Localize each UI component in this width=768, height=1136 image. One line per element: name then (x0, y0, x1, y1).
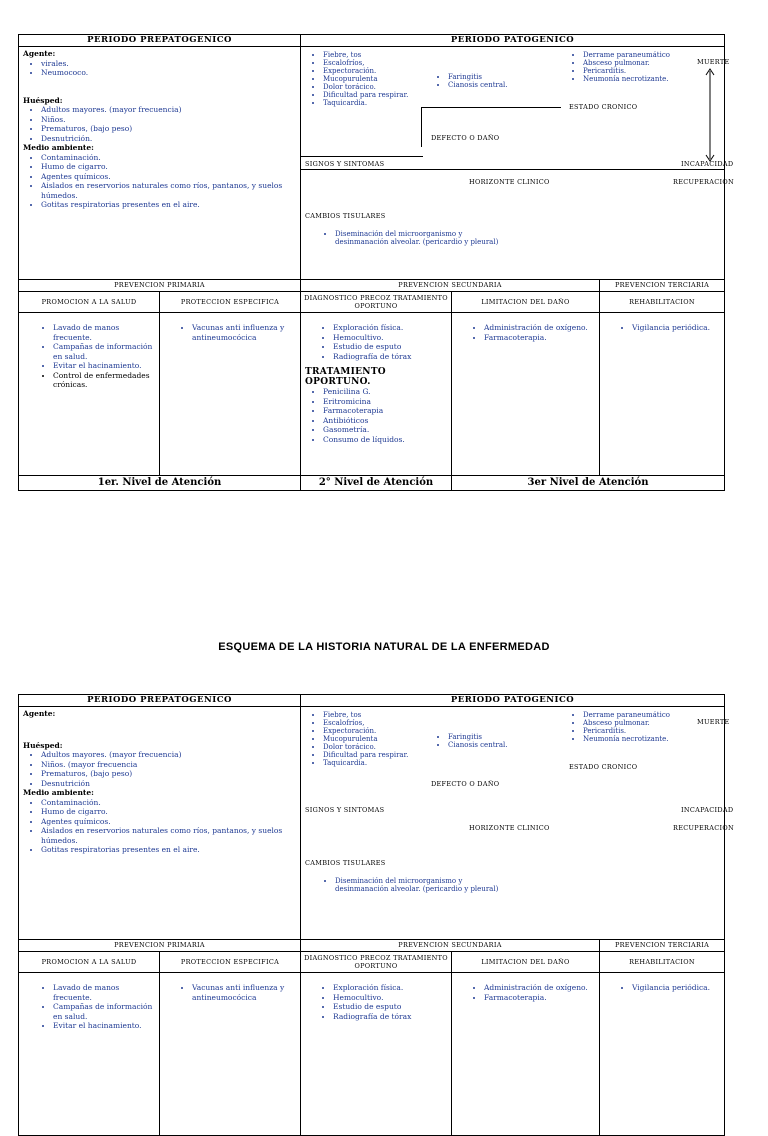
promocion-header: PROMOCION A LA SALUD (19, 292, 160, 313)
list-item: • Faringitis (448, 733, 568, 741)
proteccion-list (164, 323, 296, 342)
list-item: • Escalofríos, (323, 59, 433, 67)
list-item: • Adultos mayores. (mayor frecuencia) (41, 750, 296, 760)
nivel-1: 1er. Nivel de Atención (19, 476, 301, 491)
promocion-list (23, 983, 155, 1031)
estado-cronico-label: ESTADO CRONICO (569, 103, 638, 111)
sintomas-list-b (426, 733, 568, 749)
list-item: • Radiografía de tórax (333, 352, 447, 362)
list-item: • Faringitis (448, 73, 568, 81)
diagnostico-header: DIAGNOSTICO PRECOZ TRATAMIENTO OPORTUNO (301, 952, 452, 973)
hne-grid-1 (18, 34, 734, 491)
proteccion-list (164, 983, 296, 1002)
sintomas-list-c (561, 711, 723, 743)
list-item: • Agentes químicos. (41, 817, 296, 827)
prepatogenico-cell (19, 707, 301, 940)
diseminacion-list (313, 230, 505, 246)
list-item: • Antibióticos (323, 416, 447, 426)
patogenico-diagram (301, 47, 734, 275)
list-item: • Administración de oxígeno. (484, 323, 595, 333)
list-item: • Dolor torácico. (323, 743, 433, 751)
signos-label: SIGNOS Y SINTOMAS (305, 806, 385, 814)
rehabilitacion-list (604, 323, 720, 333)
list-item: • Dificultad para respirar. (323, 91, 433, 99)
page-title: ESQUEMA DE LA HISTORIA NATURAL DE LA ENFERMEDAD (218, 641, 550, 653)
proteccion-header: PROTECCION ESPECIFICA (160, 952, 301, 973)
list-item: • Vigilancia periódica. (632, 323, 720, 333)
list-item: • Diseminación del microorganismo y desinmanación alveolar. (pericardio y pleural) (335, 877, 505, 893)
huesped-label: Huésped: (23, 740, 63, 750)
patogenico-diagram (301, 707, 734, 935)
recuperacion-label: RECUPERACION (673, 178, 734, 186)
sintomas-list-b (426, 73, 568, 89)
list-item: • Agentes químicos. (41, 172, 296, 182)
list-item: • Hemocultivo. (333, 333, 447, 343)
rehabilitacion-header: REHABILITACION (600, 292, 725, 313)
list-item: • Neumonía necrotizante. (583, 735, 723, 743)
list-item: • Vigilancia periódica. (632, 983, 720, 993)
list-item: • Campañas de información en salud. (53, 342, 155, 361)
diagnostico-header: DIAGNOSTICO PRECOZ TRATAMIENTO OPORTUNO (301, 292, 452, 313)
diagnostico-cell (301, 313, 452, 476)
incapacidad-label: INCAPACIDAD (681, 806, 734, 814)
huesped-list (23, 105, 296, 143)
list-item: • Mucopurulenta (323, 75, 433, 83)
defecto-label: DEFECTO O DAÑO (431, 134, 500, 142)
defecto-label: DEFECTO O DAÑO (431, 780, 500, 788)
list-item: • Humo de cigarro. (41, 807, 296, 817)
patogenico-cell (301, 707, 734, 940)
list-item: • Radiografía de tórax (333, 1012, 447, 1022)
promocion-header: PROMOCION A LA SALUD (19, 952, 160, 973)
limitacion-header: LIMITACION DEL DAÑO (452, 292, 600, 313)
promocion-list (23, 323, 155, 390)
horizonte-label: HORIZONTE CLINICO (469, 178, 550, 186)
list-item: • Mucopurulenta (323, 735, 433, 743)
medio-list (23, 153, 296, 210)
list-item: • Desnutrición. (41, 134, 296, 144)
header-prepatogenico: PERIODO PREPATOGENICO (19, 35, 301, 47)
rehabilitacion-cell (600, 313, 725, 476)
limitacion-cell (452, 973, 600, 1136)
huesped-list (23, 750, 296, 788)
hne-grid-2 (18, 694, 734, 1136)
rehabilitacion-header: REHABILITACION (600, 952, 725, 973)
medio-label: Medio ambiente: (23, 788, 94, 797)
limitacion-list (456, 323, 595, 342)
list-item: • Absceso pulmonar. (583, 719, 723, 727)
list-item: • Niños. (mayor frecuencia (41, 760, 296, 770)
list-item: • Evitar el hacinamiento. (53, 361, 155, 371)
list-item: • Diseminación del microorganismo y desinmanación alveolar. (pericardio y pleural) (335, 230, 505, 246)
list-item: • Fiebre, tos (323, 711, 433, 719)
list-item: • Prematuros, (bajo peso) (41, 769, 296, 779)
sintomas-list-a (301, 51, 433, 107)
prev-terciaria-header: PREVENCION TERCIARIA (600, 280, 725, 292)
list-item: • Aislados en reservorios naturales como ríos, pantanos, y suelos húmedos. (41, 826, 296, 845)
list-item: • Pericarditis. (583, 727, 723, 735)
limitacion-cell (452, 313, 600, 476)
list-item: • Taquicardia. (323, 759, 433, 767)
sintomas-list-c (561, 51, 723, 83)
signos-label: SIGNOS Y SINTOMAS (305, 160, 385, 168)
list-item: • Evitar el hacinamiento. (53, 1021, 155, 1031)
baseline-line (301, 149, 423, 157)
list-item: • Hemocultivo. (333, 993, 447, 1003)
header-prepatogenico: PERIODO PREPATOGENICO (19, 695, 301, 707)
diagnostico-list (305, 983, 447, 1021)
list-item: • Campañas de información en salud. (53, 1002, 155, 1021)
diagnostico-list (305, 323, 447, 361)
list-item: • Estudio de esputo (333, 1002, 447, 1012)
list-item: • Neumococo. (41, 68, 296, 78)
list-item: • Absceso pulmonar. (583, 59, 723, 67)
cambios-label: CAMBIOS TISULARES (305, 212, 386, 220)
incapacidad-label: INCAPACIDAD (681, 160, 734, 168)
promocion-cell (19, 313, 160, 476)
list-item: • Derrame paraneumático (583, 51, 723, 59)
rehabilitacion-list (604, 983, 720, 993)
list-item: • Contaminación. (41, 153, 296, 163)
list-item: • Farmacoterapia. (484, 993, 595, 1003)
header-patogenico: PERIODO PATOGENICO (301, 35, 725, 47)
list-item: • Vacunas anti influenza y antineumocócica (192, 983, 296, 1002)
list-item: • Lavado de manos frecuente. (53, 323, 155, 342)
list-item: • Pericarditis. (583, 67, 723, 75)
list-item: • Farmacoterapia. (484, 333, 595, 343)
diagnostico-cell (301, 973, 452, 1136)
prepatogenico-cell (19, 47, 301, 280)
list-item: • Niños. (41, 115, 296, 125)
list-item: • Cianosis central. (448, 81, 568, 89)
prev-terciaria-header: PREVENCION TERCIARIA (600, 940, 725, 952)
list-item: • Aislados en reservorios naturales como ríos, pantanos, y suelos húmedos. (41, 181, 296, 200)
sintomas-list-a (301, 711, 433, 767)
list-item: • Gasometría. (323, 425, 447, 435)
list-item: • Gotitas respiratorias presentes en el aire. (41, 845, 296, 855)
list-item: • Farmacoterapia (323, 406, 447, 416)
list-item: • Prematuros, (bajo peso) (41, 124, 296, 134)
list-item: • Gotitas respiratorias presentes en el aire. (41, 200, 296, 210)
hne-table-2 (18, 694, 734, 1030)
list-item: • Cianosis central. (448, 741, 568, 749)
prev-primaria-header: PREVENCION PRIMARIA (19, 940, 301, 952)
recuperacion-label: RECUPERACION (673, 824, 734, 832)
list-item: • Escalofríos, (323, 719, 433, 727)
list-item: • Contaminación. (41, 798, 296, 808)
agente-label: Agente: (23, 709, 56, 718)
prev-secundaria-header: PREVENCION SECUNDARIA (301, 280, 600, 292)
medio-list (23, 798, 296, 855)
list-item: • Estudio de esputo (333, 342, 447, 352)
limitacion-list (456, 983, 595, 1002)
list-item: • Lavado de manos frecuente. (53, 983, 155, 1002)
list-item: • Humo de cigarro. (41, 162, 296, 172)
list-item: • Vacunas anti influenza y antineumocócica (192, 323, 296, 342)
list-item: • Penicilina G. (323, 387, 447, 397)
agente-label: Agente: (23, 49, 56, 58)
proteccion-cell (160, 313, 301, 476)
hne-table-1 (18, 34, 734, 491)
huesped-label: Huésped: (23, 95, 63, 105)
list-item: • Expectoración. (323, 727, 433, 735)
agente-list (23, 59, 296, 78)
list-item: • Exploración física. (333, 323, 447, 333)
nivel-2: 2° Nivel de Atención (301, 476, 452, 491)
muerte-label: MUERTE (697, 58, 730, 66)
proteccion-header: PROTECCION ESPECIFICA (160, 292, 301, 313)
cambios-label: CAMBIOS TISULARES (305, 859, 386, 867)
list-item: • Neumonía necrotizante. (583, 75, 723, 83)
promocion-cell (19, 973, 160, 1136)
list-item: • Adultos mayores. (mayor frecuencia) (41, 105, 296, 115)
prev-primaria-header: PREVENCION PRIMARIA (19, 280, 301, 292)
list-item: • Consumo de líquidos. (323, 435, 447, 445)
estado-cronico-label: ESTADO CRONICO (569, 763, 638, 771)
horizon-line (301, 168, 724, 172)
list-item: • Taquicardia. (323, 99, 433, 107)
diseminacion-list (313, 877, 505, 893)
proteccion-cell (160, 973, 301, 1136)
limitacion-header: LIMITACION DEL DAÑO (452, 952, 600, 973)
muerte-label: MUERTE (697, 718, 730, 726)
patogenico-cell (301, 47, 734, 280)
horizonte-label: HORIZONTE CLINICO (469, 824, 550, 832)
list-item: • Administración de oxígeno. (484, 983, 595, 993)
nivel-3: 3er Nivel de Atención (452, 476, 725, 491)
vertical-arrow-icon (703, 67, 717, 163)
list-item: • Dificultad para respirar. (323, 751, 433, 759)
header-patogenico: PERIODO PATOGENICO (301, 695, 725, 707)
list-item: • Fiebre, tos (323, 51, 433, 59)
list-item: • Dolor torácico. (323, 83, 433, 91)
tratamiento-list (305, 387, 447, 444)
rehabilitacion-cell (600, 973, 725, 1136)
list-item: • Control de enfermedades crónicas. (53, 371, 155, 390)
list-item: • virales. (41, 59, 296, 69)
list-item: • Derrame paraneumático (583, 711, 723, 719)
tratamiento-label: TRATAMIENTO OPORTUNO. (305, 367, 386, 387)
medio-label: Medio ambiente: (23, 143, 94, 152)
list-item: • Desnutrición (41, 779, 296, 789)
list-item: • Eritromicina (323, 397, 447, 407)
list-item: • Expectoración. (323, 67, 433, 75)
list-item: • Exploración física. (333, 983, 447, 993)
prev-secundaria-header: PREVENCION SECUNDARIA (301, 940, 600, 952)
